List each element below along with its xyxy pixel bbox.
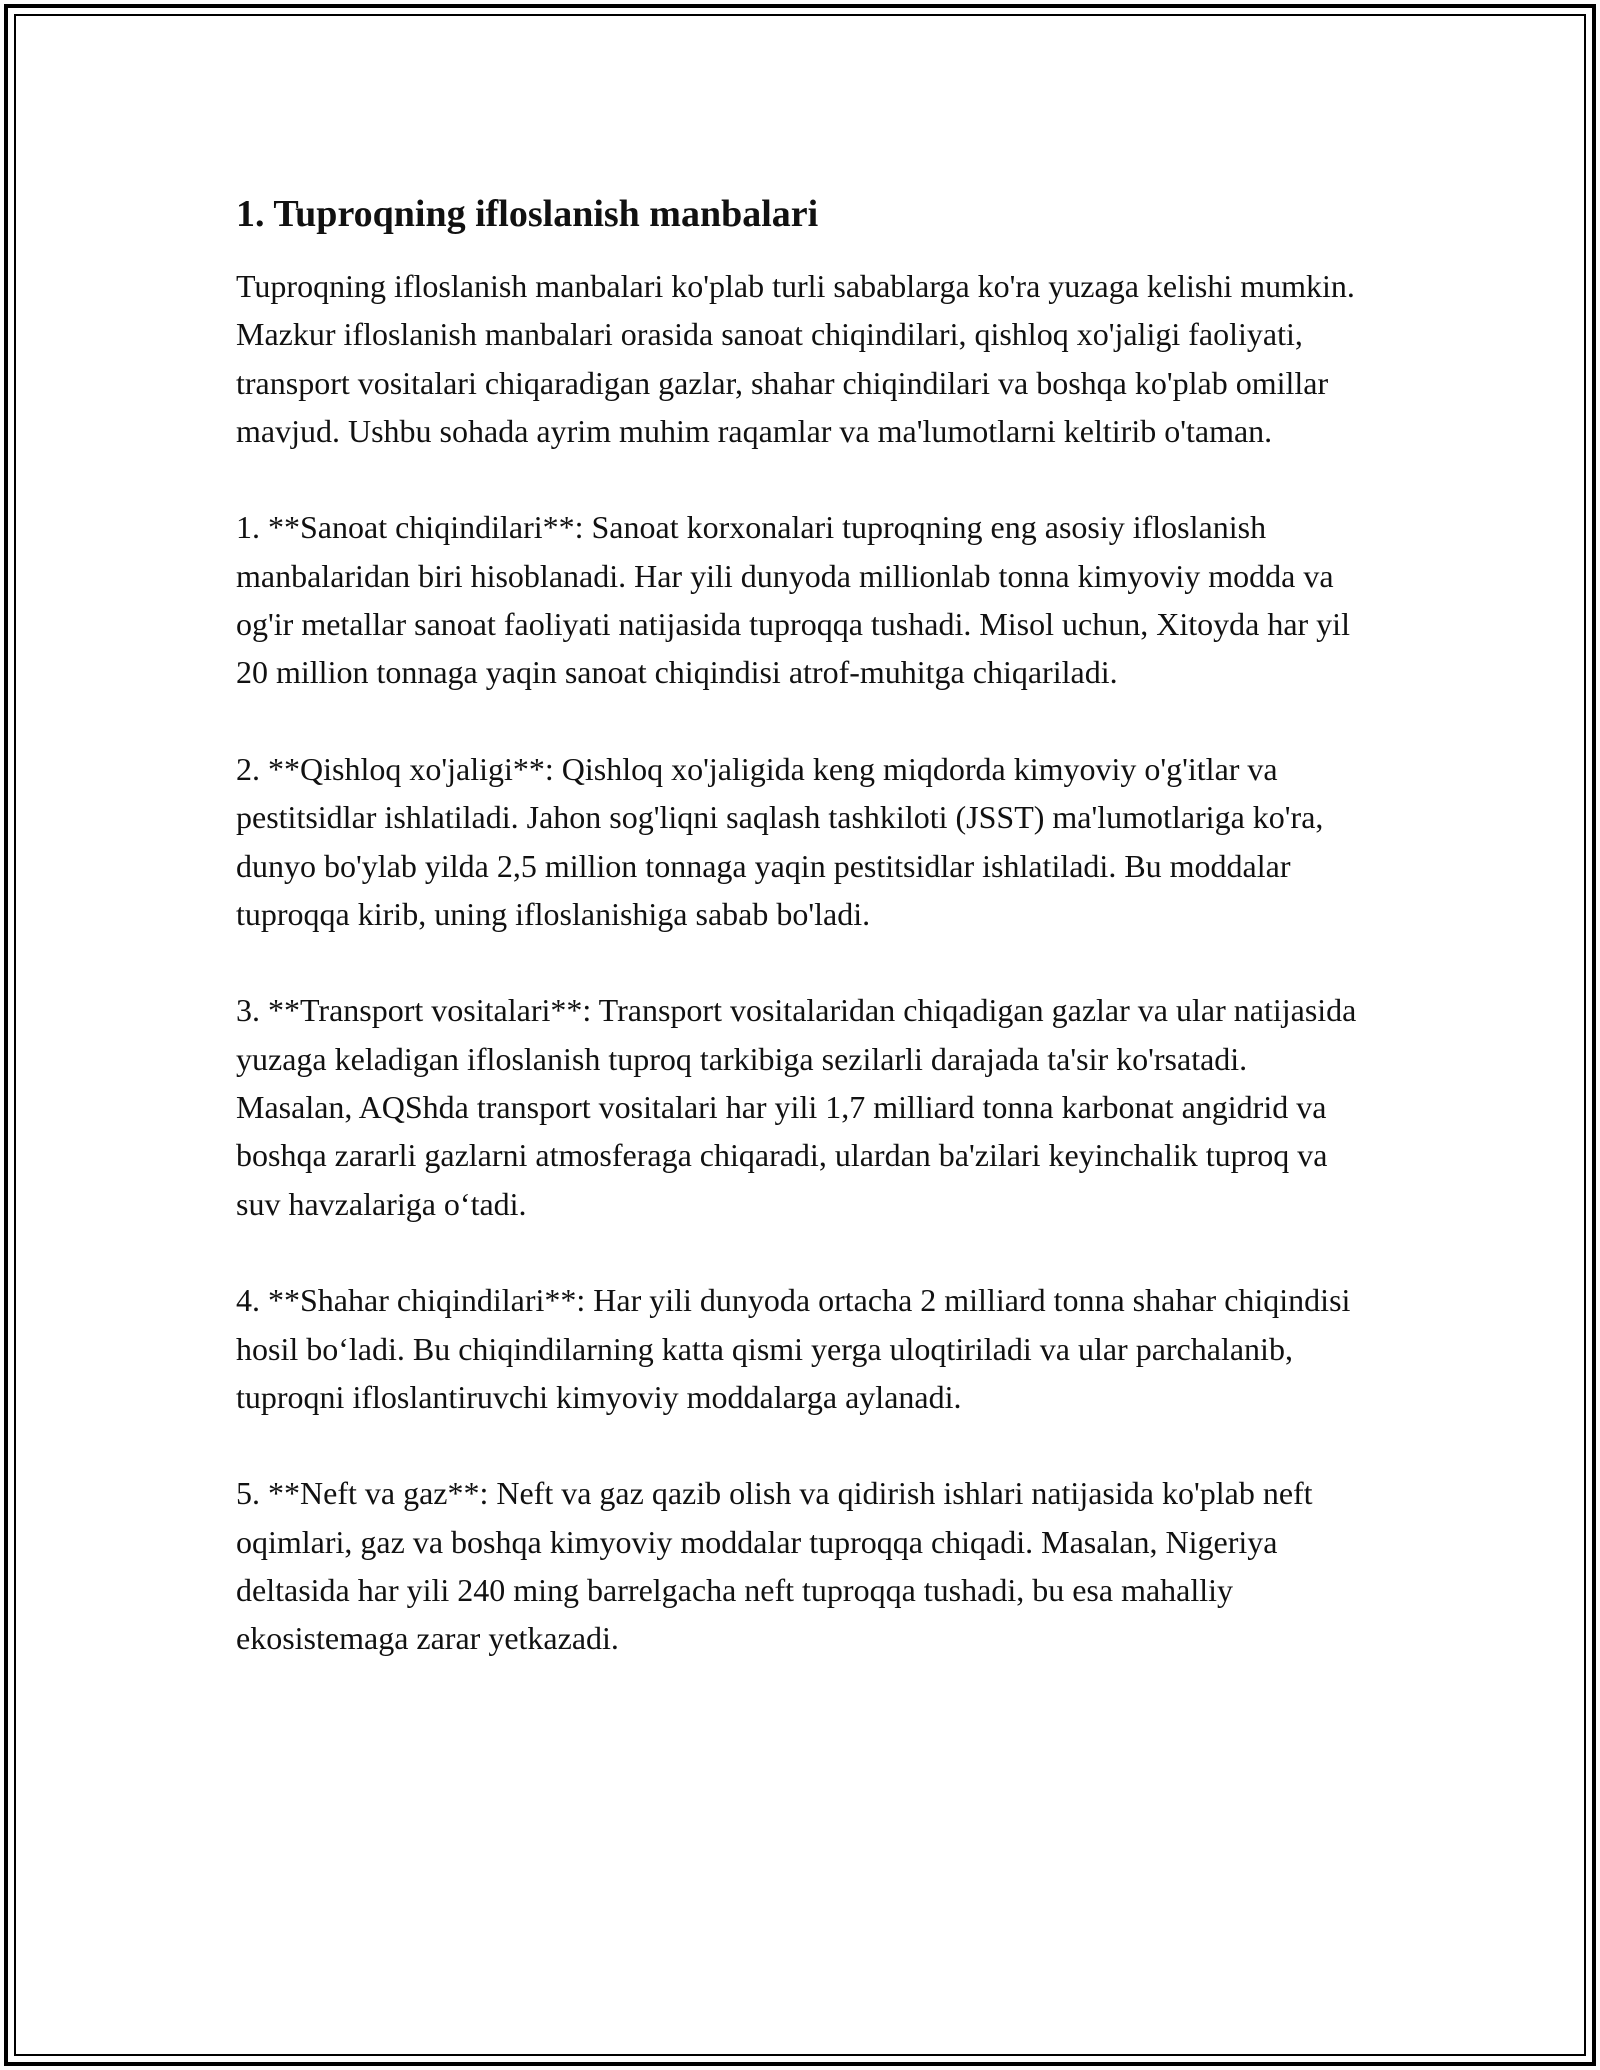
intro-paragraph: Tuproqning ifloslanish manbalari ko'plab turli sabablarga ko'ra yuzaga kelishi mumkin. Mazkur ifloslanish manbalari orasida sanoat chiqindilari, qishloq xo'jaligi faoliyati, transport vositalari chiqaradigan gazlar, shahar chiqindilari va boshqa ko'plab omillar mavjud. Ushbu sohada ayrim muhim raqamlar va ma'lumotlarni keltirib o'taman. [236,268,1355,449]
list-item-transport: 3. **Transport vositalari**: Transport vositalaridan chiqadigan gazlar va ular natijasida yuzaga keladigan ifloslanish tuproq tarkibiga sezilarli darajada ta'sir ko'rsatadi. Masalan, AQShda transport vositalari har yili 1,7 milliard tonna karbonat angidrid va boshqa zararli gazlarni atmosferaga chiqaradi, ulardan ba'zilari keyinchalik tuproq va suv havzalariga o‘tadi. [236,992,1357,1222]
section-heading: 1. Tuproqning ifloslanish manbalari [236,193,819,235]
list-item-neft: 5. **Neft va gaz**: Neft va gaz qazib olish va qidirish ishlari natijasida ko'plab neft oqimlari, gaz va boshqa kimyoviy moddalar tuproqqa chiqadi. Masalan, Nigeriya deltasida har yili 240 ming barrelgacha neft tuproqqa tushadi, bu esa mahalliy ekosistemaga zarar yetkazadi. [236,1475,1313,1657]
document-body [236,180,1366,1711]
list-item-shahar: 4. **Shahar chiqindilari**: Har yili dunyoda ortacha 2 milliard tonna shahar chiqindisi hosil bo‘ladi. Bu chiqindilarning katta qismi yerga uloqtiriladi va ular parchalanib, tuproqni ifloslantiruvchi kimyoviy moddalarga aylanadi. [236,1282,1351,1415]
list-item-sanoat: 1. **Sanoat chiqindilari**: Sanoat korxonalari tuproqning eng asosiy ifloslanish manbalaridan biri hisoblanadi. Har yili dunyoda millionlab tonna kimyoviy modda va og'ir metallar sanoat faoliyati natijasida tuproqqa tushadi. Misol uchun, Xitoyda har yil 20 million tonnaga yaqin sanoat chiqindisi atrof-muhitga chiqariladi. [236,509,1350,691]
list-item-qishloq: 2. **Qishloq xo'jaligi**: Qishloq xo'jaligida keng miqdorda kimyoviy o'g'itlar va pestitsidlar ishlatiladi. Jahon sog'liqni saqlash tashkiloti (JSST) ma'lumotlariga ko'ra, dunyo bo'ylab yilda 2,5 million tonnaga yaqin pestitsidlar ishlatiladi. Bu moddalar tuproqqa kirib, uning ifloslanishiga sabab bo'ladi. [236,750,1324,932]
